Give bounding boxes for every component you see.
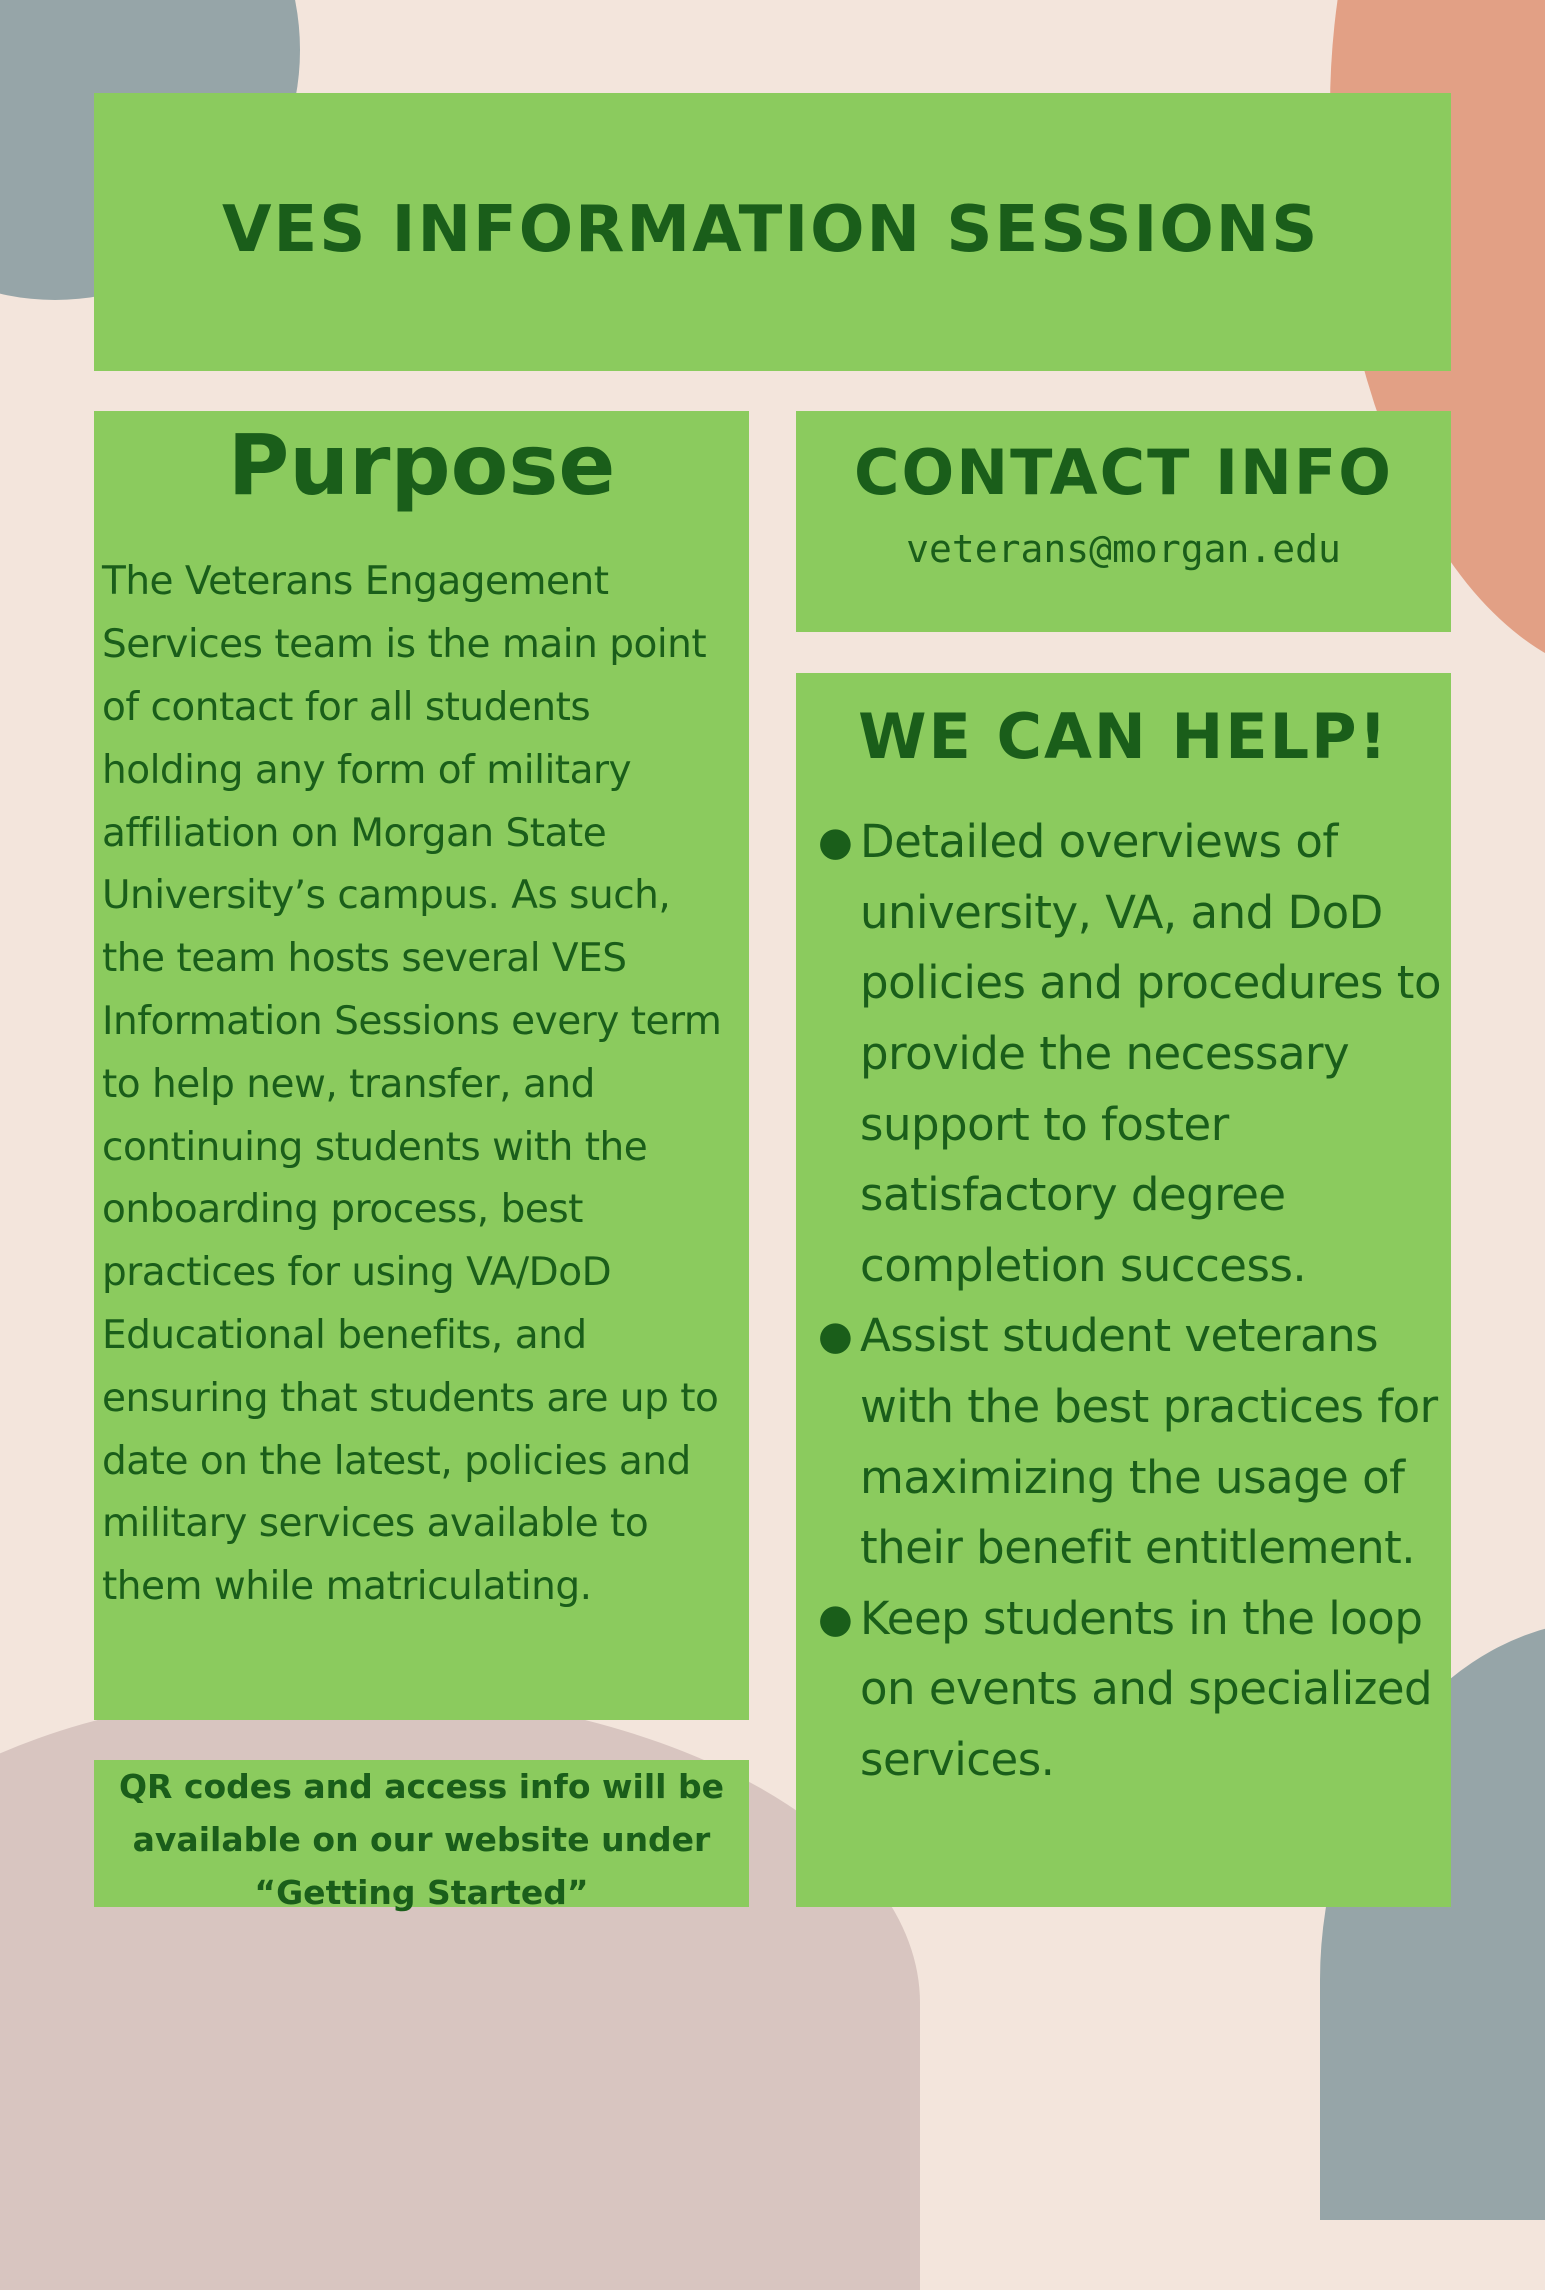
bullet-icon: ●	[818, 1595, 853, 1642]
help-heading: WE CAN HELP!	[858, 700, 1389, 773]
help-list	[796, 807, 1451, 1795]
purpose-heading: Purpose	[227, 416, 616, 514]
help-item-text: Detailed overviews of university, VA, and DoD policies and procedures to provide the necessary support to foster satisfactory degree completion success.	[860, 815, 1441, 1292]
qr-info-panel	[94, 1760, 749, 1912]
purpose-body-text: The Veterans Engagement Services team is the main point of contact for all students holding any form of military affiliation on Morgan State University’s campus. As such, the team hosts several VES Information Sessions every term to help new, transfer, and continuing students with the onboarding process, best practices for using VA/DoD Educational benefits, and ensuring that students are up to date on the latest, policies and military services available to them while matriculating.	[102, 559, 722, 1610]
help-item-text: Assist student veterans with the best practices for maximizing the usage of their benefit entitlement.	[860, 1309, 1438, 1575]
contact-email-link[interactable]: veterans@morgan.edu	[906, 527, 1341, 572]
contact-panel	[796, 411, 1451, 632]
help-list-item	[818, 807, 1451, 1301]
bullet-icon: ●	[818, 819, 853, 866]
help-item-text: Keep students in the loop on events and specialized services.	[860, 1591, 1433, 1786]
header-banner	[94, 93, 1451, 371]
page-title: VES INFORMATION SESSIONS	[222, 193, 1320, 267]
help-panel	[796, 673, 1451, 1907]
qr-info-text: QR codes and access info will be available on our website under “Getting Started”	[119, 1767, 724, 1912]
help-list-item	[818, 1301, 1451, 1583]
purpose-panel	[94, 411, 749, 1720]
bullet-icon: ●	[818, 1313, 853, 1360]
help-list-item	[818, 1584, 1451, 1796]
contact-heading: CONTACT INFO	[854, 436, 1393, 509]
